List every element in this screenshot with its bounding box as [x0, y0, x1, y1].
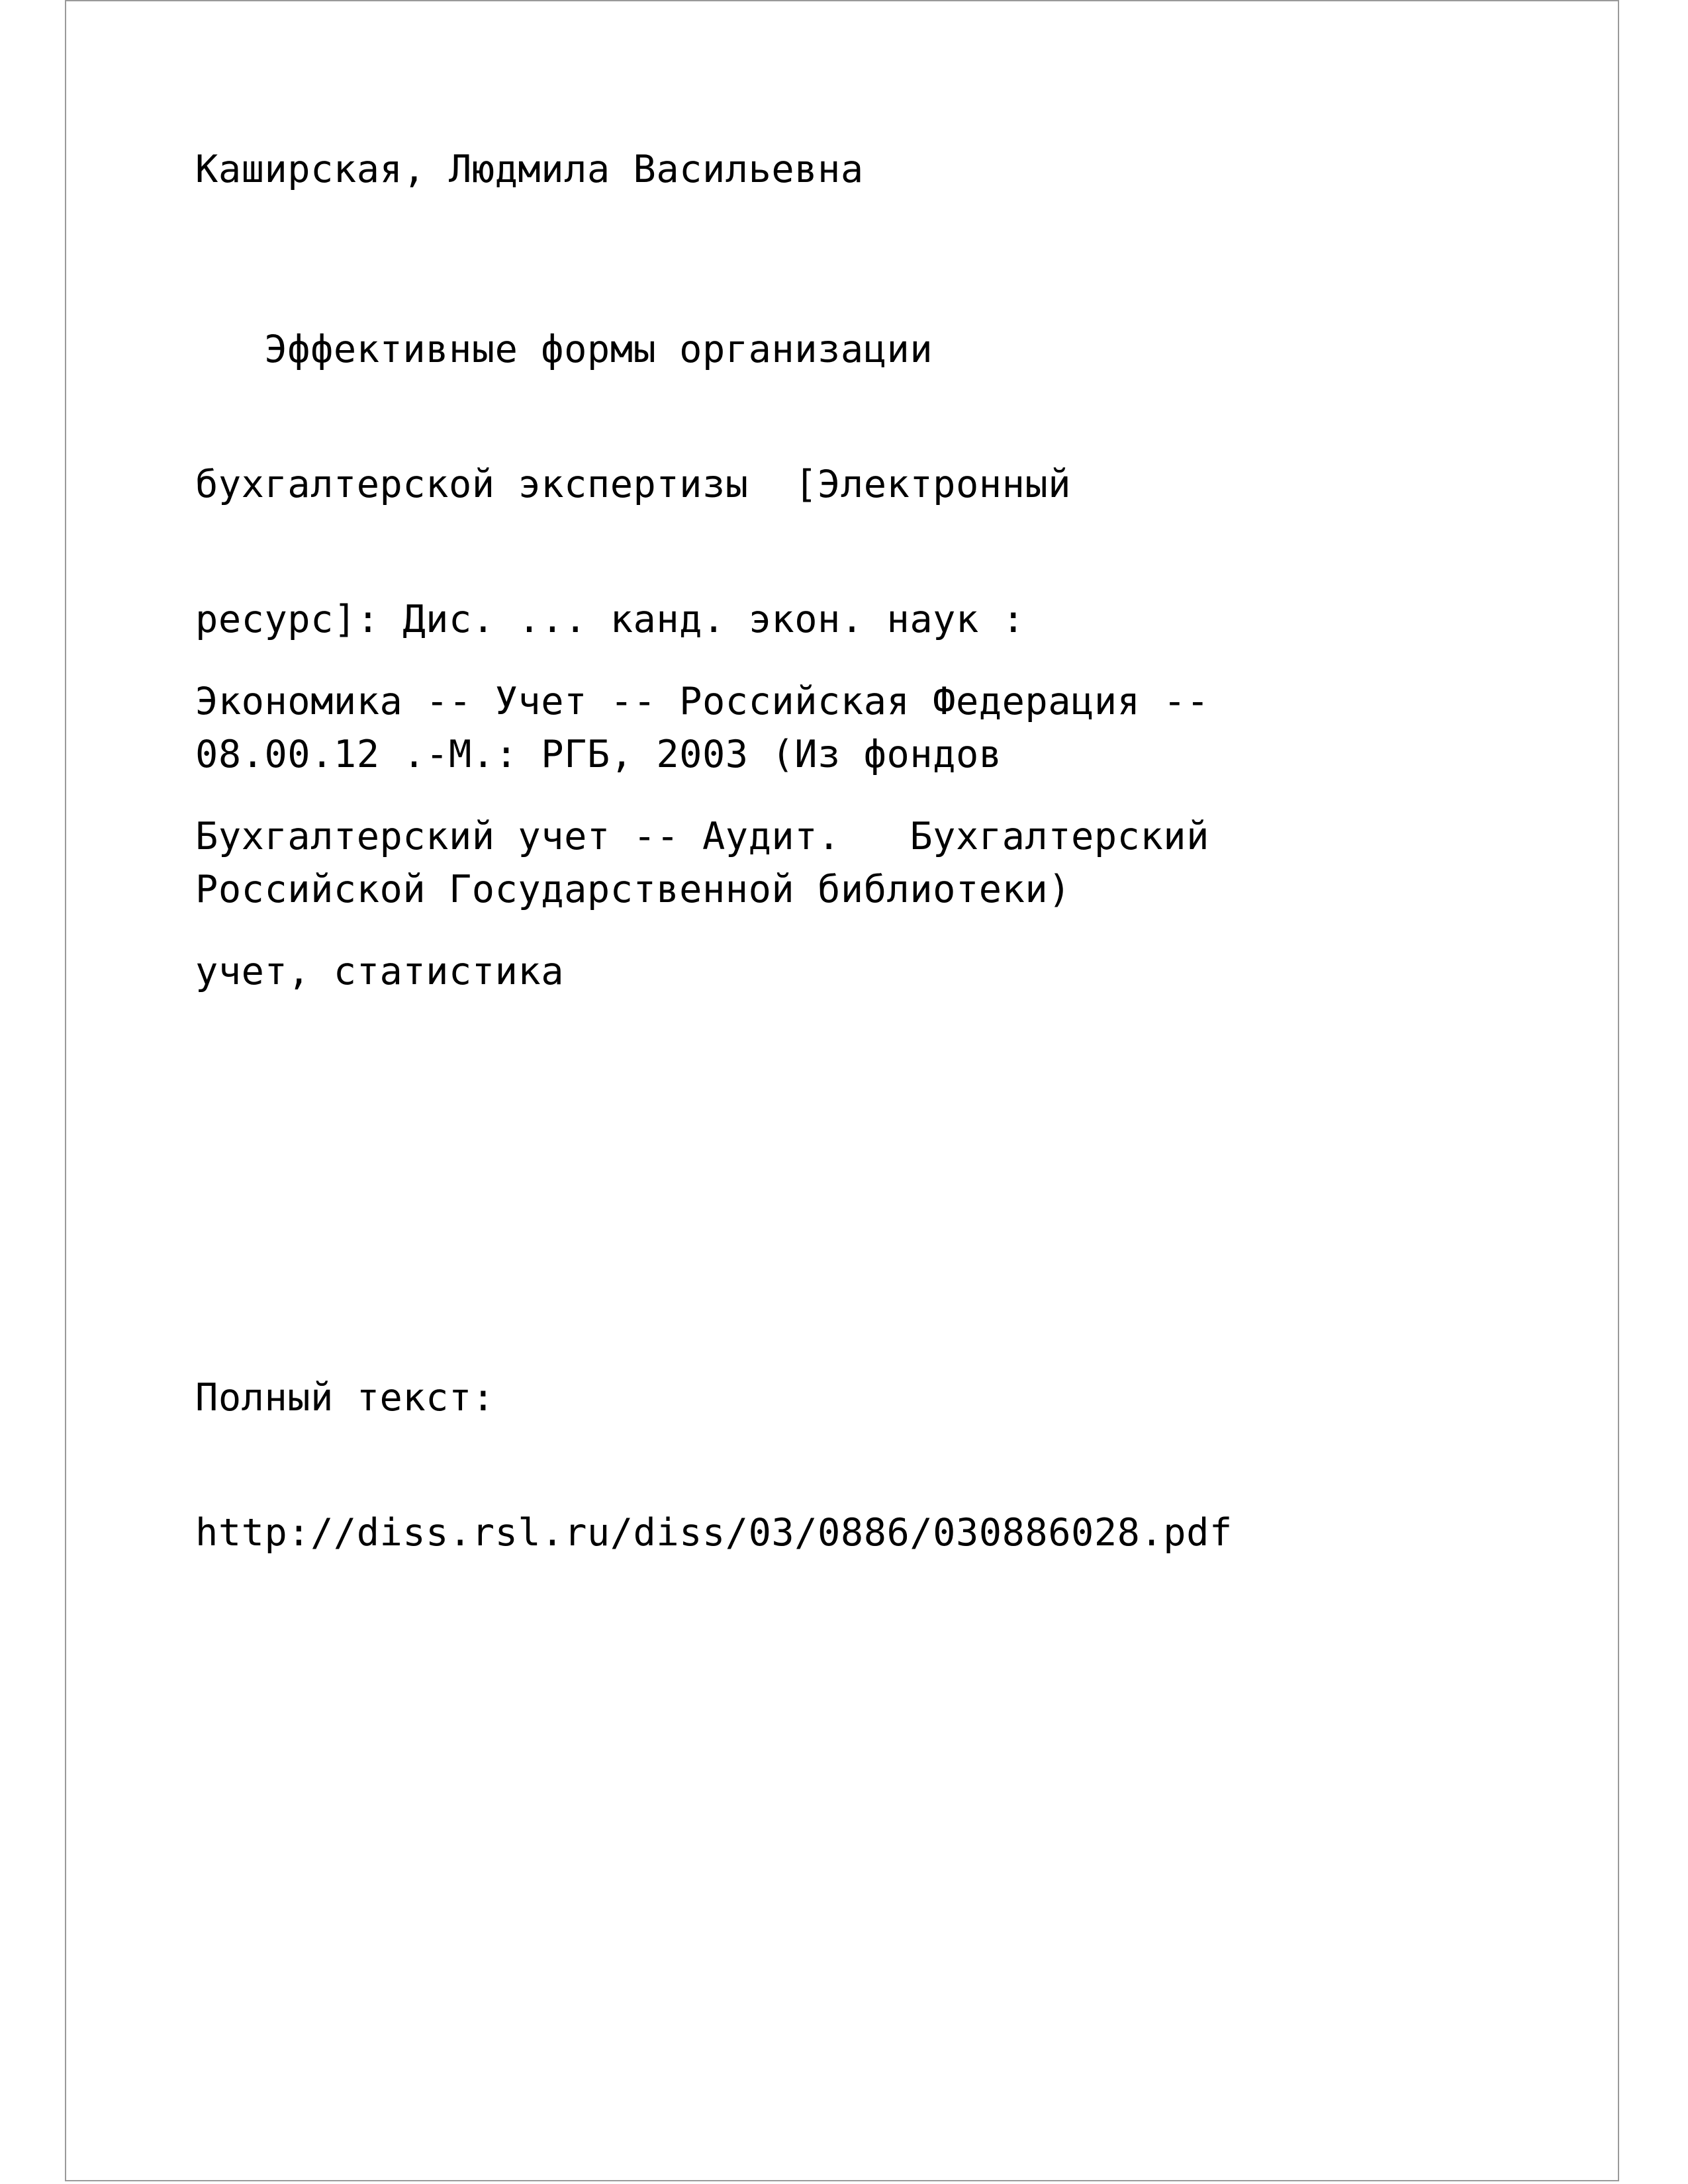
description-line: ресурс]: Дис. ... канд. экон. наук : — [195, 598, 1025, 641]
description-line: Эффективные формы организации — [195, 328, 933, 371]
author-name: Каширская, Людмила Васильевна — [195, 148, 864, 191]
description-line: 08.00.12 .-М.: РГБ, 2003 (Из фондов — [195, 733, 1002, 776]
fulltext-label: Полный текст: — [195, 1376, 495, 1420]
fulltext-url: http://diss.rsl.ru/diss/03/0886/030886028.pdf — [195, 1511, 1233, 1555]
description-line: бухгалтерской экспертизы [Электронный — [195, 463, 1072, 506]
subject-line: Экономика -- Учет -- Российская Федерация -- — [195, 680, 1209, 723]
subject-headings — [195, 589, 1209, 1039]
fulltext-block — [195, 1285, 1233, 1600]
subject-line: Бухгалтерский учет -- Аудит. Бухгалтерский — [195, 815, 1209, 858]
description-line: Российской Государственной библиотеки) — [195, 868, 1072, 911]
subject-line: учет, статистика — [195, 950, 565, 993]
